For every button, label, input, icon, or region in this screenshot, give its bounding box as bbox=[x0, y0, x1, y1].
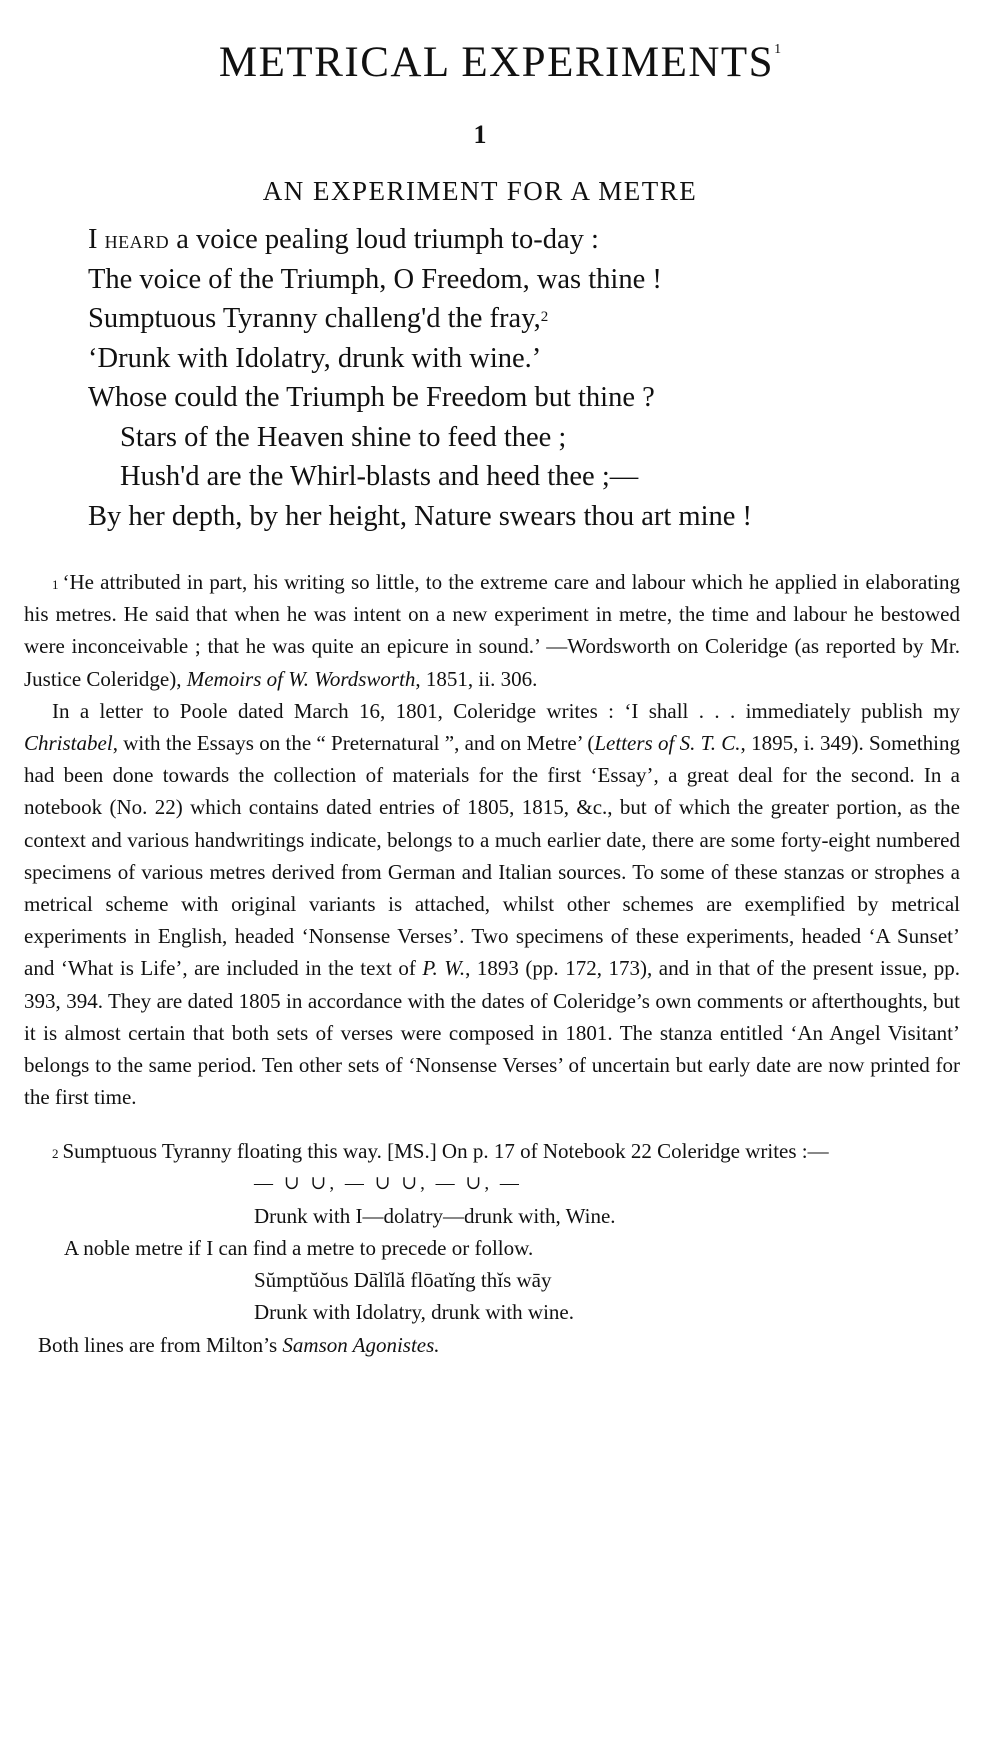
poem-line-3-text: Sumptuous Tyranny challeng'd the fray, bbox=[88, 303, 541, 334]
poem-line-1-rest: a voice pealing loud triumph to-day : bbox=[169, 224, 599, 255]
footnote-1-italic: Memoirs of W. Wordsworth bbox=[186, 666, 416, 691]
section-number: 1 bbox=[473, 120, 487, 149]
poem-line-6: Stars of the Heaven shine to feed thee ; bbox=[120, 421, 567, 453]
poem-line-2: The voice of the Triumph, O Freedom, was thine ! bbox=[88, 263, 662, 295]
footnotes bbox=[24, 566, 960, 1361]
footnote-1 bbox=[24, 566, 960, 695]
para2-italic-letters: Letters of S. T. C. bbox=[594, 731, 741, 756]
page-title bbox=[0, 38, 1000, 87]
para2-c: , 1895, i. 349). Something had been done towards the collection of materials for the first ‘Essay’, a great deal for the second. In a notebook (No. 22) which contains dated entries of 1805, 1815, &c., but of which the greater portion, as the context and various handwritings indicate, belongs to a much earlier date, there are some forty-eight numbered specimens of various metres derived from German and Italian sources. To some of these stanzas or strophes a metrical scheme with original variants is attached, whilst other schemes are exemplified by metrical experiments in English, headed ‘Nonsense Verses’. Two specimens of these experiments, headed ‘A Sunset’ and ‘What is Life’, are included in the text of bbox=[24, 731, 960, 981]
poem-smallcaps-word: heard bbox=[104, 225, 170, 254]
poem-line-5: Whose could the Triumph be Freedom but thine ? bbox=[88, 382, 655, 413]
footnote-1-tail: , 1851, ii. 306. bbox=[415, 666, 538, 691]
noble-metre-note: A noble metre if I can find a metre to precede or follow. bbox=[64, 1236, 534, 1261]
scansion-scheme: — ∪ ∪, — ∪ ∪, — ∪, — bbox=[254, 1172, 522, 1194]
poem-line-3 bbox=[88, 299, 988, 339]
footnote-2-mark: 2 bbox=[540, 309, 549, 325]
footnote-1-paragraph-2 bbox=[24, 695, 960, 1114]
poem-line-7: Hush'd are the Whirl-blasts and heed thee ;— bbox=[120, 461, 639, 492]
poem-title: AN EXPERIMENT FOR A METRE bbox=[262, 176, 698, 206]
footnote-2 bbox=[24, 1135, 960, 1167]
footnote-1-number: 1 bbox=[52, 577, 59, 592]
footnote-gap bbox=[24, 1113, 960, 1135]
poem-line-1 bbox=[88, 220, 988, 260]
closing-note bbox=[24, 1329, 960, 1361]
footnote-2-number: 2 bbox=[52, 1146, 59, 1162]
footnote-2-text: Sumptuous Tyranny floating this way. [MS.] On p. 17 of Notebook 22 Coleridge writes :— bbox=[62, 1139, 829, 1164]
poem-line-4: ‘Drunk with Idolatry, drunk with wine.’ bbox=[88, 342, 542, 374]
para2-d: , 1893 (pp. 172, 173), and in that of the present issue, pp. 393, 394. They are dated 1805 in accordance with the dates of Coleridge’s own comments or afterthoughts, but it is almost certain that both sets of verses were composed in 1801. The stanza entitled ‘An Angel Visitant’ belongs to the same period. Ten other sets of ‘Nonsense Verses’ of uncertain but early date are now printed for the first time. bbox=[24, 956, 961, 1110]
para2-italic-christabel: Christabel bbox=[24, 731, 113, 756]
poem-line-8: By her depth, by her height, Nature swears thou art mine ! bbox=[88, 500, 753, 532]
para2-b: , with the Essays on the “ Preternatural ”, and on Metre’ ( bbox=[112, 731, 595, 756]
title-footnote-mark: 1 bbox=[774, 42, 782, 57]
poem-first-word: I bbox=[88, 224, 98, 255]
closing-text: Both lines are from Milton’s bbox=[38, 1332, 283, 1357]
marked-line-1: Sŭmptŭŏus Dālĭlă flōatĭng thĭs wāy bbox=[254, 1268, 552, 1293]
para2-italic-pw: P. W. bbox=[422, 956, 466, 981]
scheme-line: Drunk with I—dolatry—drunk with, Wine. bbox=[254, 1203, 616, 1228]
closing-italic: Samson Agonistes. bbox=[282, 1332, 440, 1357]
para2-a: In a letter to Poole dated March 16, 1801, Coleridge writes : ‘I shall . . . immediately publish my bbox=[52, 698, 960, 723]
page-title-text: METRICAL EXPERIMENTS bbox=[218, 39, 775, 86]
marked-line-2: Drunk with Idolatry, drunk with wine. bbox=[254, 1300, 575, 1325]
poem bbox=[88, 220, 988, 536]
footnote-1-text: ‘He attributed in part, his writing so little, to the extreme care and labour which he applied in elaborating his metres. He said that when he was intent on a new experiment in metre, the time and labour he bestowed were inconceivable ; that he was quite an epicure in sound.’ —Wordsworth on Coleridge (as reported by Mr. Justice Coleridge), bbox=[24, 570, 960, 691]
